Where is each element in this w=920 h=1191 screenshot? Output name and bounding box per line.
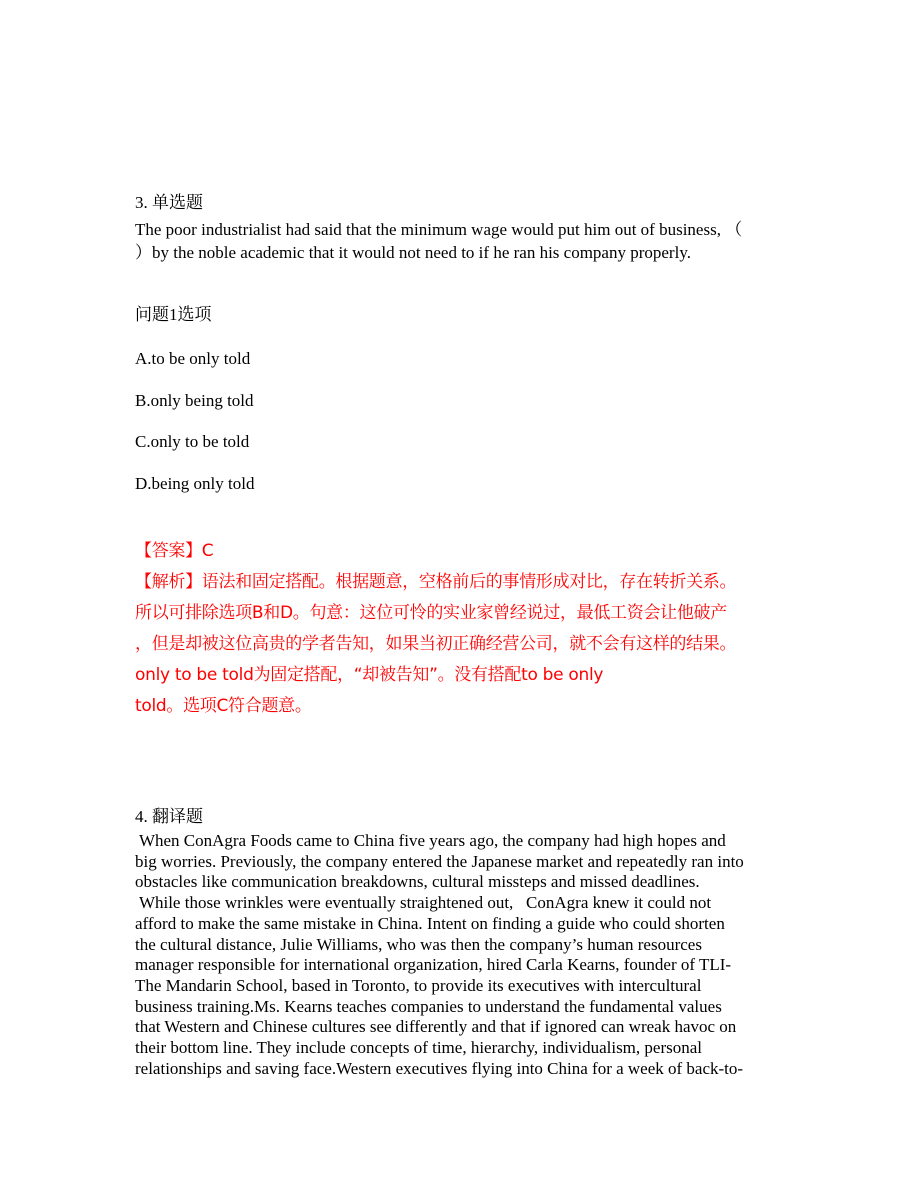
- passage-line: The Mandarin School, based in Toronto, to provide its executives with intercultural: [135, 975, 702, 995]
- passage-line: big worries. Previously, the company entered the Japanese market and repeatedly ran into: [135, 851, 744, 871]
- question-4-passage: [135, 831, 790, 1079]
- options-heading: 问题1选项: [135, 305, 212, 324]
- passage-line: When ConAgra Foods came to China five years ago, the company had high hopes and: [135, 831, 726, 850]
- option-b: B.only being told: [135, 391, 254, 410]
- question-3-stem: [135, 218, 790, 264]
- passage-line: While those wrinkles were eventually straightened out, ConAgra knew it could not: [135, 893, 712, 913]
- passage-line: manager responsible for international organization, hired Carla Kearns, founder of TLI-: [135, 955, 732, 975]
- passage-line: the cultural distance, Julie Williams, who was then the company’s human resources: [135, 934, 702, 954]
- question-4-heading: 4. 翻译题: [135, 807, 203, 826]
- passage-line: obstacles like communication breakdowns, cultural missteps and missed deadlines.: [135, 872, 700, 892]
- answer-analysis: [135, 536, 795, 722]
- answer-line: 【答案】C: [135, 541, 214, 561]
- analysis-line: 【解析】语法和固定搭配。根据题意，空格前后的事情形成对比，存在转折关系。: [135, 572, 737, 592]
- analysis-line: 所以可排除选项B和D。句意：这位可怜的实业家曾经说过，最低工资会让他破产: [135, 603, 727, 623]
- passage-line: business training.Ms. Kearns teaches companies to understand the fundamental values: [135, 996, 722, 1016]
- option-a: A.to be only told: [135, 349, 251, 368]
- analysis-line: told。选项C符合题意。: [135, 696, 312, 716]
- passage-line: afford to make the same mistake in China. Intent on finding a guide who could shorten: [135, 913, 725, 933]
- option-c: C.only to be told: [135, 432, 250, 451]
- analysis-line: only to be told为固定搭配，“却被告知”。没有搭配to be only: [135, 665, 604, 685]
- option-d: D.being only told: [135, 474, 255, 493]
- passage-line: their bottom line. They include concepts of time, hierarchy, individualism, personal: [135, 1038, 702, 1058]
- analysis-line: ，但是却被这位高贵的学者告知，如果当初正确经营公司，就不会有这样的结果。: [135, 634, 737, 654]
- question-3-stem-line: ）by the noble academic that it would not need to if he ran his company properly.: [135, 243, 691, 262]
- passage-line: that Western and Chinese cultures see differently and that if ignored can wreak havoc on: [135, 1017, 737, 1037]
- question-3-stem-line: The poor industrialist had said that the minimum wage would put him out of business, （: [135, 220, 743, 239]
- passage-line: relationships and saving face.Western executives flying into China for a week of back-to-: [135, 1058, 744, 1078]
- question-3-heading: 3. 单选题: [135, 193, 203, 212]
